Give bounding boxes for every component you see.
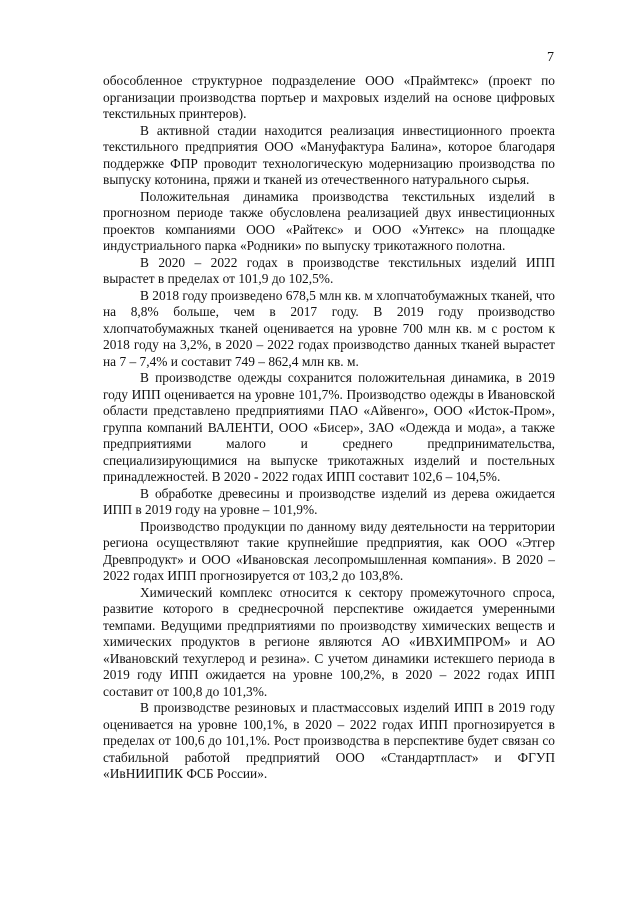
paragraph-wood-enterprises: Производство продукции по данному виду деятельности на территории региона осуществляют такие крупнейшие предприятия, как ООО «Этгер Древпродукт» и ООО «Ивановская лесопромышленная компания». В 2020 – 2022 годах ИПП прогнозируется от 103,2 до 103,8%. — [103, 518, 555, 583]
paragraph-chemical-complex: Химический комплекс относится к сектору промежуточного спроса, развитие которого в среднесрочной перспективе ожидается умеренными темпами. Ведущими предприятиями по производству химических веществ и химических продуктов в регионе являются АО «ИВХИМПРОМ» и АО «Ивановский техуглерод и резина». С учетом динамики истекшего периода в 2019 году ИПП ожидается на уровне 100,2%, в 2020 – 2022 годах ИПП составит от 100,8 до 101,3%. — [103, 584, 555, 699]
paragraph-primetex-continuation: обособленное структурное подразделение ООО «Праймтекс» (проект по организации производства портьер и махровых изделий на основе цифровых текстильных принтеров). — [103, 73, 555, 121]
paragraph-rubber-plastics: В производстве резиновых и пластмассовых изделий ИПП в 2019 году оценивается на уровне 100,1%, в 2020 – 2022 годах ИПП прогнозируется в пределах от 100,6 до 101,1%. Рост производства в перспективе будет связан со стабильной работой предприятий ООО «Стандартпласт» и ФГУП «ИвНИИПИК ФСБ России». — [103, 700, 555, 781]
paragraph-manufaktura-balina: В активной стадии находится реализация инвестиционного проекта текстильного предприятия ООО «Мануфактура Балина», которое благодаря поддержке ФПР проводит технологическую модернизацию производства по выпуску котонина, пряжи и тканей из отечественного натурального сырья. — [103, 122, 555, 187]
paragraph-clothing: В производстве одежды сохранится положительная динамика, в 2019 году ИПП оценивается на уровне 101,7%. Производство одежды в Ивановской области представлено предприятиями ПАО «Айвенго», ООО «Исток-Пром», группа компаний ВАЛЕНТИ, ООО «Бисер», ЗАО «Одежда и мода», а также предприятиями малого и среднего предпринимательства, специализирующимися на выпуске трикотажных изделий и постельных принадлежностей. В 2020 - 2022 годах ИПП составит 102,6 – 104,5%. — [103, 370, 555, 484]
document-body — [103, 73, 555, 783]
paragraph-textile-dynamics: Положительная динамика производства текстильных изделий в прогнозном периоде также обусловлена реализацией двух инвестиционных проектов компаниями ООО «Райтекс» и ООО «Унтекс» на площадке индустриального парка «Родники» по выпуску трикотажного полотна. — [103, 188, 555, 253]
page-number: 7 — [547, 50, 554, 65]
paragraph-wood-processing: В обработке древесины и производстве изделий из дерева ожидается ИПП в 2019 году на уровне – 101,9%. — [103, 485, 555, 517]
paragraph-cotton-fabrics: В 2018 году произведено 678,5 млн кв. м хлопчатобумажных тканей, что на 8,8% больше, чем в 2017 году. В 2019 году производство хлопчатобумажных тканей оценивается на уровне 700 млн кв. м с ростом к 2018 году на 3,2%, в 2020 – 2022 годах производство данных тканей вырастет на 7 – 7,4% и составит 749 – 862,4 млн кв. м. — [103, 287, 555, 369]
paragraph-textile-ipp: В 2020 – 2022 годах в производстве текстильных изделий ИПП вырастет в пределах от 101,9 до 102,5%. — [103, 254, 555, 286]
